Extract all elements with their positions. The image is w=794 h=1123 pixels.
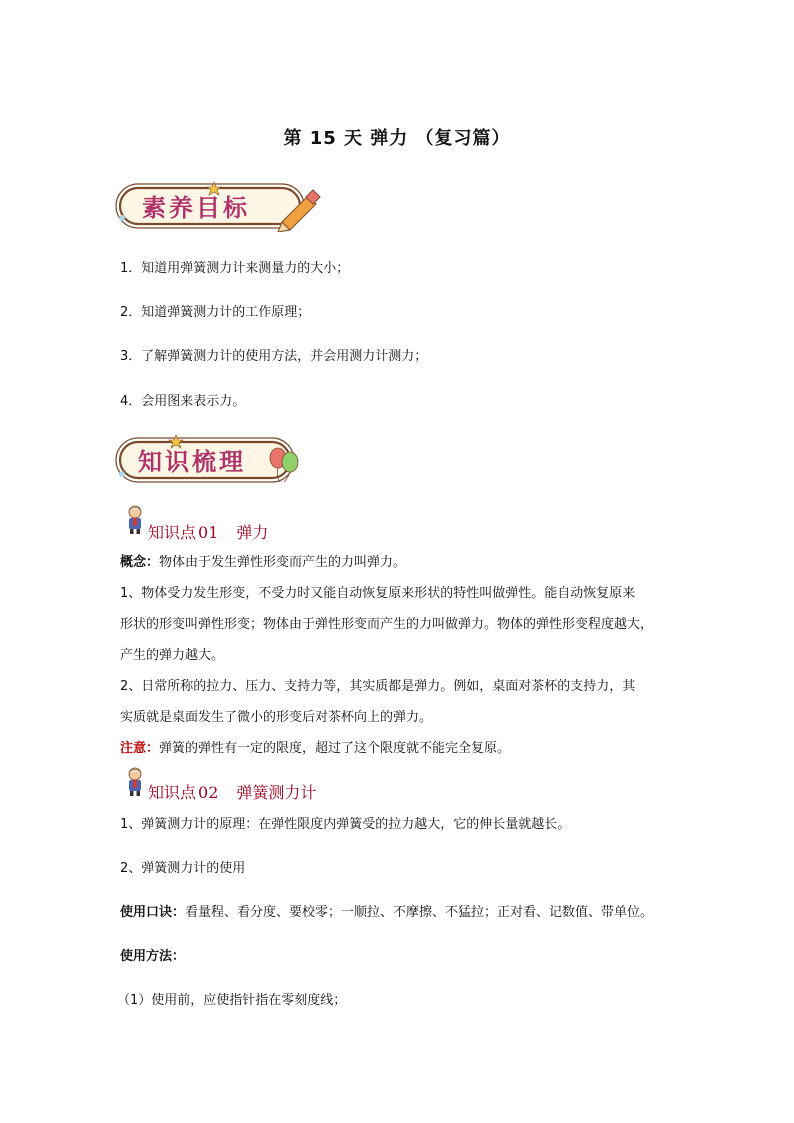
method-label: 使用方法： <box>120 949 186 964</box>
kp1-name: 弹力 <box>236 523 269 542</box>
knowledge-badge <box>112 434 312 486</box>
kp1-label: 知识点 <box>148 523 197 542</box>
kp2-p1: 1、弹簧测力计的原理：在弹性限度内弹簧受的拉力越大，它的伸长量就越长。 <box>120 817 571 832</box>
kp2-label: 知识点 <box>148 783 197 802</box>
note-label: 注意： <box>120 741 160 756</box>
note-text: 弹簧的弹性有一定的限度，超过了这个限度就不能完全复原。 <box>159 741 511 756</box>
kp1-note <box>120 739 510 759</box>
kp1-p2-line2: 实质就是桌面发生了微小的形变后对茶杯向上的弹力。 <box>120 710 433 725</box>
kp1-p1-line3: 产生的弹力越大。 <box>120 648 225 663</box>
kou-label: 使用口诀： <box>120 905 186 920</box>
kp1-heading <box>148 520 268 543</box>
kp2-heading <box>148 780 316 803</box>
goals-badge-label: 素养目标 <box>142 193 250 222</box>
kp2-name: 弹簧测力计 <box>236 783 317 802</box>
kou-text: 看量程、看分度、要校零；一顺拉、不摩擦、不猛拉；正对看、记数值、带单位。 <box>185 905 654 920</box>
page-title: 第 15 天 弹力 （复习篇） <box>283 128 511 149</box>
knowledge-badge-label: 知识梳理 <box>138 447 246 476</box>
method-step-1: （1）使用前，应使指针指在零刻度线； <box>117 993 347 1008</box>
kp2-number: 02 <box>198 783 219 802</box>
kp1-number: 01 <box>198 523 219 542</box>
goals-badge <box>112 180 324 232</box>
kp1-concept <box>120 553 406 573</box>
concept-text: 物体由于发生弹性形变而产生的力叫弹力。 <box>159 555 407 570</box>
kp1-p1-line1: 1、物体受力发生形变，不受力时又能自动恢复原来形状的特性叫做弹性。能自动恢复原来 <box>120 586 636 601</box>
goal-item-2: 2．知道弹簧测力计的工作原理； <box>120 305 311 320</box>
teacher-icon <box>124 767 146 797</box>
kp2-kou <box>120 903 653 923</box>
goal-item-4: 4．会用图来表示力。 <box>120 394 246 409</box>
goal-item-1: 1．知道用弹簧测力计来测量力的大小； <box>120 261 350 276</box>
kp1-p1-line2: 形状的形变叫弹性形变；物体由于弹性形变而产生的力叫做弹力。物体的弹性形变程度越大， <box>120 617 654 632</box>
goal-item-3: 3．了解弹簧测力计的使用方法，并会用测力计测力； <box>120 349 428 364</box>
teacher-icon <box>124 505 146 535</box>
concept-label: 概念： <box>120 555 160 570</box>
kp1-p2-line1: 2、日常所称的拉力、压力、支持力等，其实质都是弹力。例如，桌面对茶杯的支持力，其 <box>120 679 636 694</box>
kp2-p2: 2、弹簧测力计的使用 <box>120 861 246 876</box>
